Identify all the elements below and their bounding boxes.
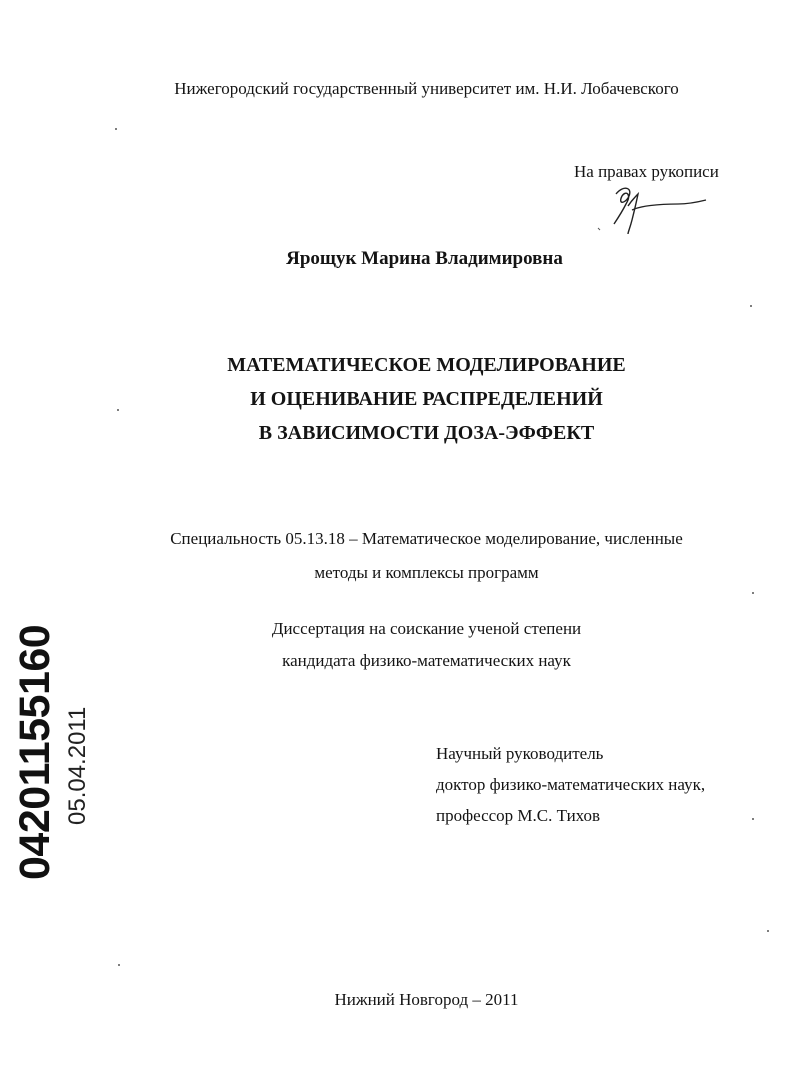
scan-speck — [752, 818, 754, 820]
title-line: В ЗАВИСИМОСТИ ДОЗА-ЭФФЕКТ — [258, 422, 595, 444]
dissertation-title — [30, 348, 793, 450]
degree-line: Диссертация на соискание ученой степени — [271, 619, 582, 638]
title-line: МАТЕМАТИЧЕСКОЕ МОДЕЛИРОВАНИЕ — [227, 354, 626, 376]
title-line: И ОЦЕНИВАНИЕ РАСПРЕДЕЛЕНИЙ — [250, 388, 603, 410]
university-name: Нижегородский государственный университет им. Н.И. Лобачевского — [174, 79, 679, 98]
city-year: Нижний Новгород – 2011 — [334, 990, 519, 1009]
scan-speck — [118, 964, 120, 966]
specialty — [30, 522, 793, 590]
author-signature — [588, 182, 718, 240]
author-name: Ярощук Марина Владимировна — [286, 248, 563, 269]
supervisor-line: Научный руководитель — [436, 744, 604, 763]
scan-speck — [750, 305, 752, 307]
stamp-date: 05.04.2011 — [64, 706, 91, 825]
manuscript-rights-label: На правах рукописи — [574, 162, 719, 181]
scan-speck — [115, 128, 117, 130]
stamp-number: 04201155160 — [11, 624, 59, 880]
degree-statement — [30, 613, 793, 677]
scientific-supervisor — [436, 738, 705, 831]
scan-speck — [767, 930, 769, 932]
scan-speck — [752, 592, 754, 594]
specialty-line: методы и комплексы программ — [314, 563, 539, 582]
supervisor-line: доктор физико-математических наук, — [436, 775, 706, 794]
specialty-line: Специальность 05.13.18 – Математическое моделирование, численные — [170, 529, 683, 548]
supervisor-line: профессор М.С. Тихов — [436, 806, 601, 825]
scan-speck — [117, 409, 119, 411]
degree-line: кандидата физико-математических наук — [282, 651, 571, 670]
library-stamp — [10, 624, 110, 880]
